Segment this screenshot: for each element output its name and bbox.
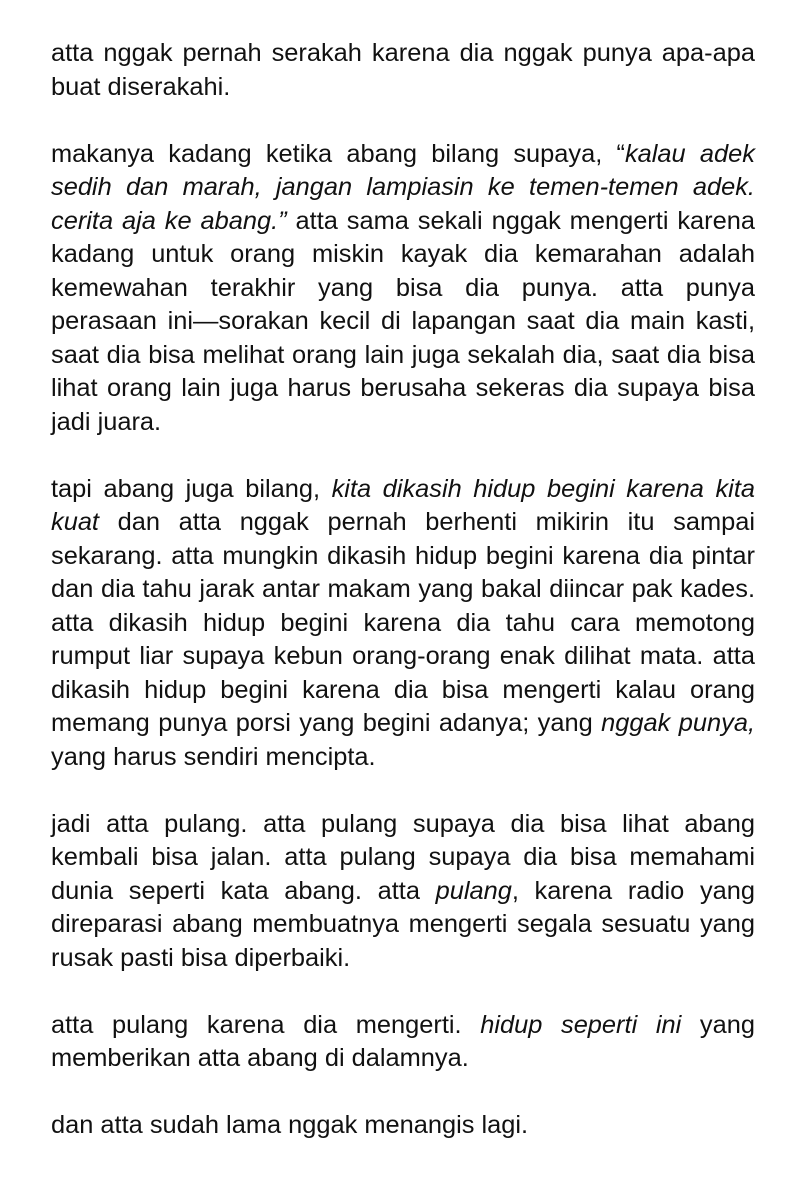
paragraph-4 [51,808,755,976]
text-segment: dan atta sudah lama nggak menangis lagi. [51,1111,529,1139]
italic-phrase: kita dikasih hidup begini karena kita kuat [51,474,755,536]
text-segment: yang harus sendiri mencipta. [51,742,376,771]
text-segment: atta pulang karena dia mengerti. [51,1010,481,1039]
text-segment: makanya kadang ketika abang bilang supaya, “ [51,139,625,168]
paragraph-1 [51,37,755,104]
italic-phrase: nggak punya, [601,709,756,737]
italic-word: pulang [435,876,512,905]
text-segment: , karena radio yang direparasi abang membuatnya mengerti segala sesuatu yang rusak pasti bisa diperbaiki. [51,876,756,972]
italic-quote: kalau adek sedih dan marah, jangan lampiasin ke temen-temen adek. cerita aja ke abang.” [51,139,755,235]
text-segment: tapi abang juga bilang, [51,474,332,503]
italic-phrase: hidup seperti ini [480,1010,682,1039]
paragraph-3 [51,473,755,775]
paragraph-5 [51,1009,755,1076]
text-segment: jadi atta pulang. atta pulang supaya dia bisa lihat abang kembali bisa jalan. atta pulang supaya dia bisa memahami dunia seperti kata abang. atta [51,809,755,905]
text-segment: yang memberikan atta abang di dalamnya. [51,1010,755,1072]
paragraph-6 [51,1109,755,1143]
paragraph-2 [51,138,755,440]
text-segment: atta sama sekali nggak mengerti karena kadang untuk orang miskin kayak dia kemarahan adalah kemewahan terakhir yang bisa dia punya. atta punya perasaan ini—sorakan kecil di lapangan saat dia main kasti, saat dia bisa melihat orang lain juga sekalah dia, saat dia bisa lihat orang lain juga harus berusaha sekeras dia supaya bisa jadi juara. [51,206,755,436]
text-segment: dan atta nggak pernah berhenti mikirin itu sampai sekarang. atta mungkin dikasih hidup begini karena dia pintar dan dia tahu jarak antar makam yang bakal diincar pak kades. atta dikasih hidup begini karena dia tahu cara memotong rumput liar supaya kebun orang-orang enak dilihat mata. atta dikasih hidup begini karena dia bisa mengerti kalau orang memang punya porsi yang begini adanya; yang [51,508,755,737]
text-segment: atta nggak pernah serakah karena dia nggak punya apa-apa buat diserakahi. [51,39,755,101]
document-page [51,37,755,1143]
